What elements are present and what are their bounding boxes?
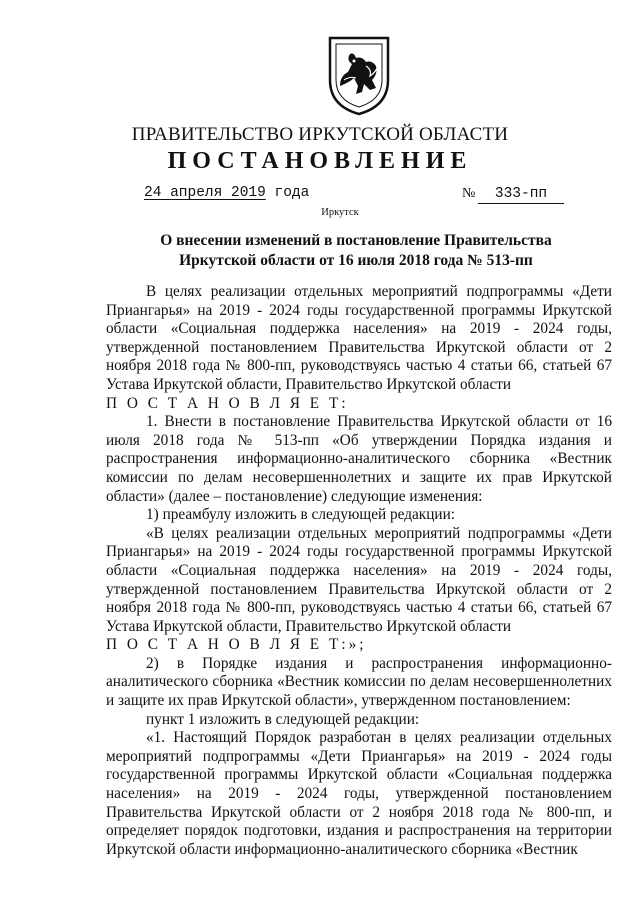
decree-date-value: 24 апреля 2019 <box>144 185 266 201</box>
coat-of-arms-emblem <box>326 36 392 116</box>
decree-date-suffix: года <box>265 185 310 201</box>
document-title-line-2: Иркутской области от 16 июля 2018 года № 513-пп <box>179 251 533 269</box>
number-sign: № <box>462 186 476 201</box>
paragraph-quoted-preamble: «В целях реализации отдельных мероприятий подпрограммы «Дети Приангарья» на 2019 - 2024 годы государственной программы Иркутской области «Социальная поддержка населения» на 2019 - 2024 годы, утвержденной постановлением Правительства Иркутской области от 2 ноября 2018 года № 800-пп, руководствуясь частью 4 статьи 66, статьей 67 Устава Иркутской области, Правительство Иркутской области <box>106 524 612 635</box>
decree-number: 333-пп <box>478 185 564 204</box>
decrees-word: П О С Т А Н О В Л Я Е Т: <box>106 394 349 412</box>
city-name: Иркутск <box>321 207 359 218</box>
paragraph-subitem-1: 1) преамбулу изложить в следующей редакции: <box>146 506 456 524</box>
paragraph-subitem-2: 2) в Порядке издания и распространения информационно-аналитического сборника «Вестник комиссии по делам несовершеннолетних и защите их прав Иркутской области», утвержденном постановлением: <box>106 654 612 710</box>
document-type: ПОСТАНОВЛЕНИЕ <box>167 148 473 174</box>
government-name: ПРАВИТЕЛЬСТВО ИРКУТСКОЙ ОБЛАСТИ <box>131 124 509 145</box>
decree-date <box>144 185 309 201</box>
paragraph-preamble: В целях реализации отдельных мероприятий подпрограммы «Дети Приангарья» на 2019 - 2024 годы государственной программы Иркутской области «Социальная поддержка населения» на 2019 - 2024 годы, утвержденной постановлением Правительства Иркутской области от 2 ноября 2018 года № 800-пп, руководствуясь частью 4 статьи 66, статьей 67 Устава Иркутской области, Правительство Иркутской области <box>106 283 612 393</box>
document-body <box>106 283 612 859</box>
paragraph-item-1: 1. Внести в постановление Правительства Иркутской области от 16 июля 2018 года № 513-пп «Об утверждении Порядка издания и распространения информационно-аналитического сборника «Вестник комиссии по делам несовершеннолетних и защите их прав Иркутской области» (далее – постановление) следующие изменения: <box>106 413 612 505</box>
document-title <box>100 231 612 270</box>
document-title-line-1: О внесении изменений в постановление Правительства <box>160 232 552 249</box>
paragraph-point-1-intro: пункт 1 изложить в следующей редакции: <box>146 710 420 728</box>
paragraph-point-1-text: «1. Настоящий Порядок разработан в целях реализации отдельных мероприятий подпрограммы «Дети Приангарья» на 2019 - 2024 годы государственной программы Иркутской области «Социальная поддержка населения» на 2019 - 2024 годы, утвержденной постановлением Правительства Иркутской области от 2 ноября 2018 года № 800-пп, и определяет порядок подготовки, издания и распространения на территории Иркутской области информационно-аналитического сборника «Вестник <box>106 729 612 858</box>
decrees-word-quoted: П О С Т А Н О В Л Я Е Т:»; <box>106 636 367 654</box>
